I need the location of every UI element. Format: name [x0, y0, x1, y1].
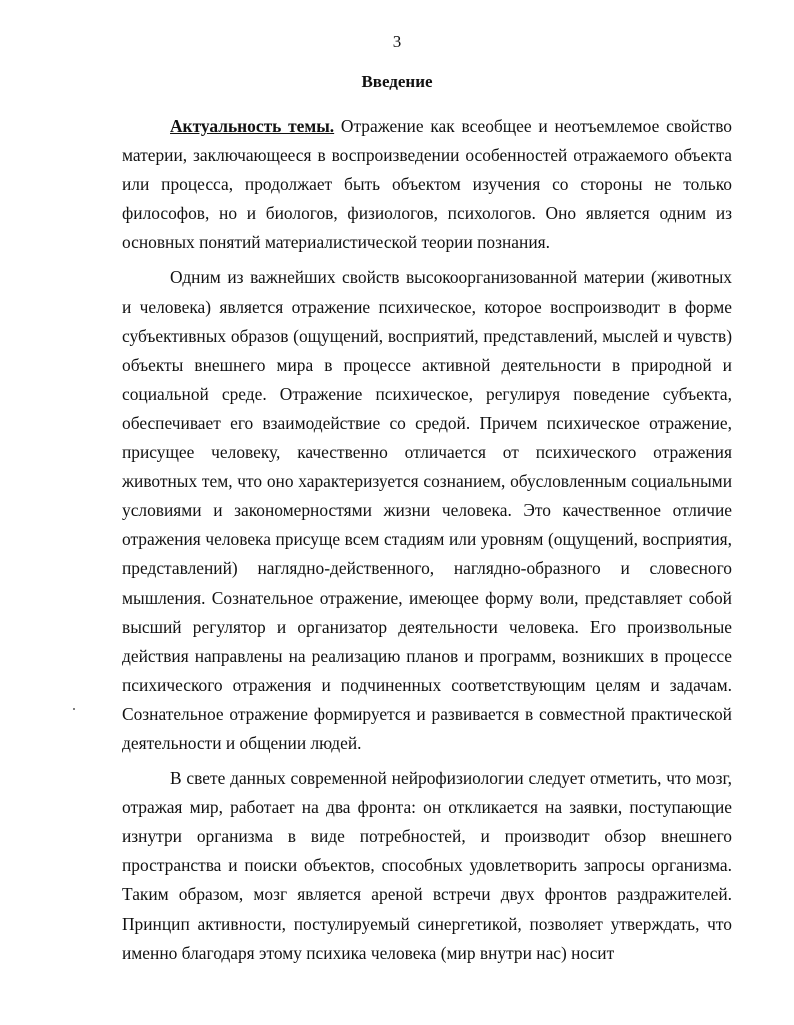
page-number: 3 — [392, 32, 402, 51]
paragraph-text: Отражение как всеобщее и неотъемлемое свойство материи, заключающееся в воспроизведении особенностей отражаемого объекта или процесса, продолжает быть объектом изучения со стороны не только философов, но и биологов, физиологов, психологов. Оно является одним из основных понятий материалистической теории познания. — [122, 116, 732, 253]
paragraph-lead-heading: Актуальность темы. — [170, 116, 335, 136]
paragraph-mental-reflection: Одним из важнейших свойств высокоорганизованной материи (животных и человека) является отражение психическое, которое воспроизводит в форме субъективных образов (ощущений, восприятий, представлений, мыслей и чувств) объекты внешнего мира в процессе активной деятельности в природной и социальной среде. Отражение психическое, регулируя поведение субъекта, обеспечивает его взаимодействие со средой. Причем психическое отражение, присущее человеку, качественно отличается от психического отражения животных тем, что оно характеризуется сознанием, обусловленным социальными условиями и закономерностями жизни человека. Это качественное отличие отражения человека присуще всем стадиям или уровням (ощущений, восприятия, представлений) наглядно-действенного, наглядно-образного и словесного мышления. Сознательное отражение, имеющее форму воли, представляет собой высший регулятор и организатор деятельности человека. Его произвольные действия направлены на реализацию планов и программ, возникших в процессе психического отражения и подчиненных соответствующим целям и задачам. Сознательное отражение формируется и развивается в совместной практической деятельности и общении людей. — [122, 267, 732, 753]
page-heading: Введение — [361, 72, 433, 91]
margin-mark — [73, 708, 75, 710]
paragraph-relevance — [122, 112, 732, 257]
paragraph-neurophysiology: В свете данных современной нейрофизиологии следует отметить, что мозг, отражая мир, работает на два фронта: он откликается на заявки, поступающие изнутри организма в виде потребностей, и производит обзор внешнего пространства и поиски объектов, способных удовлетворить запросы организма. Таким образом, мозг является ареной встречи двух фронтов раздражителей. Принцип активности, постулируемый синергетикой, позволяет утверждать, что именно благодаря этому психика человека (мир внутри нас) носит — [122, 768, 732, 963]
document-body — [122, 112, 732, 968]
